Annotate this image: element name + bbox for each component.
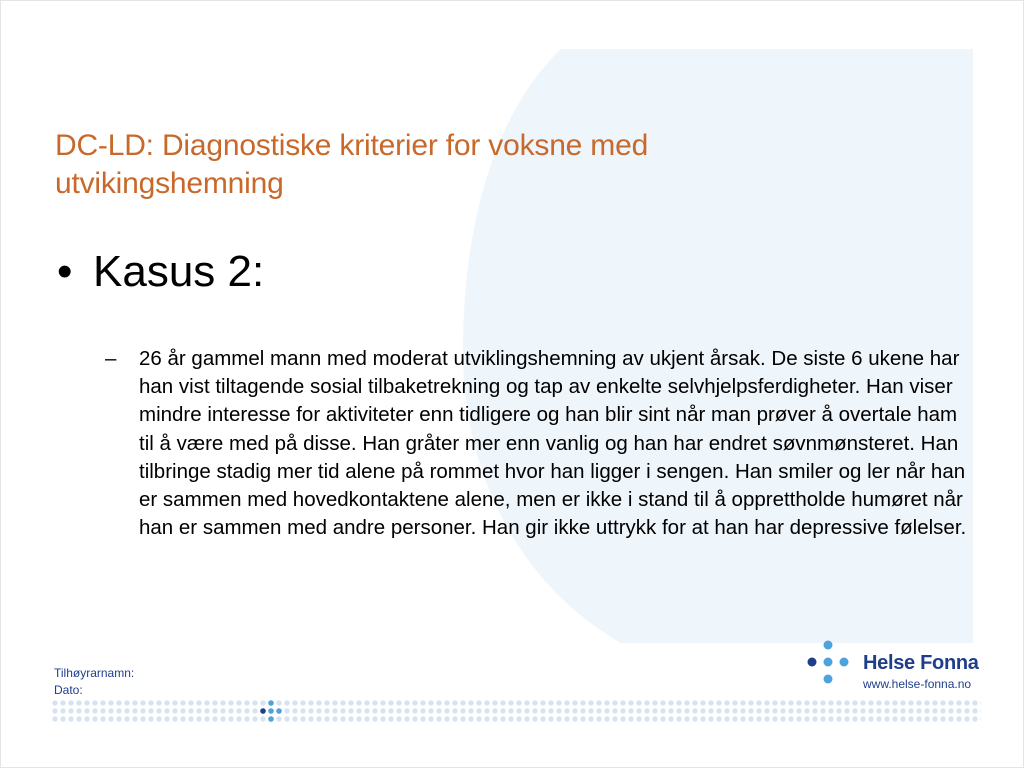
date-label: Dato: [54, 683, 83, 697]
bullet-marker: • [57, 247, 73, 296]
dash-marker: – [105, 347, 117, 370]
slide-title: DC-LD: Diagnostiske kriterier for voksne med utvikingshemning [55, 129, 649, 200]
case-text: 26 år gammel mann med moderat utviklingshemning av ukjent årsak. De siste 6 ukene har han vist tiltagende sosial tilbaketrekning og tap av enkelte selvhjelpsferdigheter. Han viser mindre interesse for aktiviteter enn tidligere og han blir sint når man prøver å overtale ham til å være med på disse. Han gråter mer enn vanlig og han har endret søvnmønsteret. Han tilbringe stadig mer tid alene på rommet hvor han ligger i sengen. Han smiler og ler når han er sammen med hovedkontaktene alene, men er ikke i stand til å opprettholde humøret når han er sammen med andre personer. Han gir ikke uttrykk for at han har depressive følelser. [139, 347, 967, 540]
brand-name: Helse Fonna [863, 652, 979, 674]
brand-url: www.helse-fonna.no [863, 677, 972, 691]
slide-footer [54, 665, 134, 699]
case-description [105, 345, 985, 542]
decorative-dot-pattern [51, 699, 981, 731]
main-bullet [57, 245, 264, 299]
author-label: Tilhøyrarnamn: [54, 666, 135, 680]
case-heading: Kasus 2: [93, 247, 265, 296]
